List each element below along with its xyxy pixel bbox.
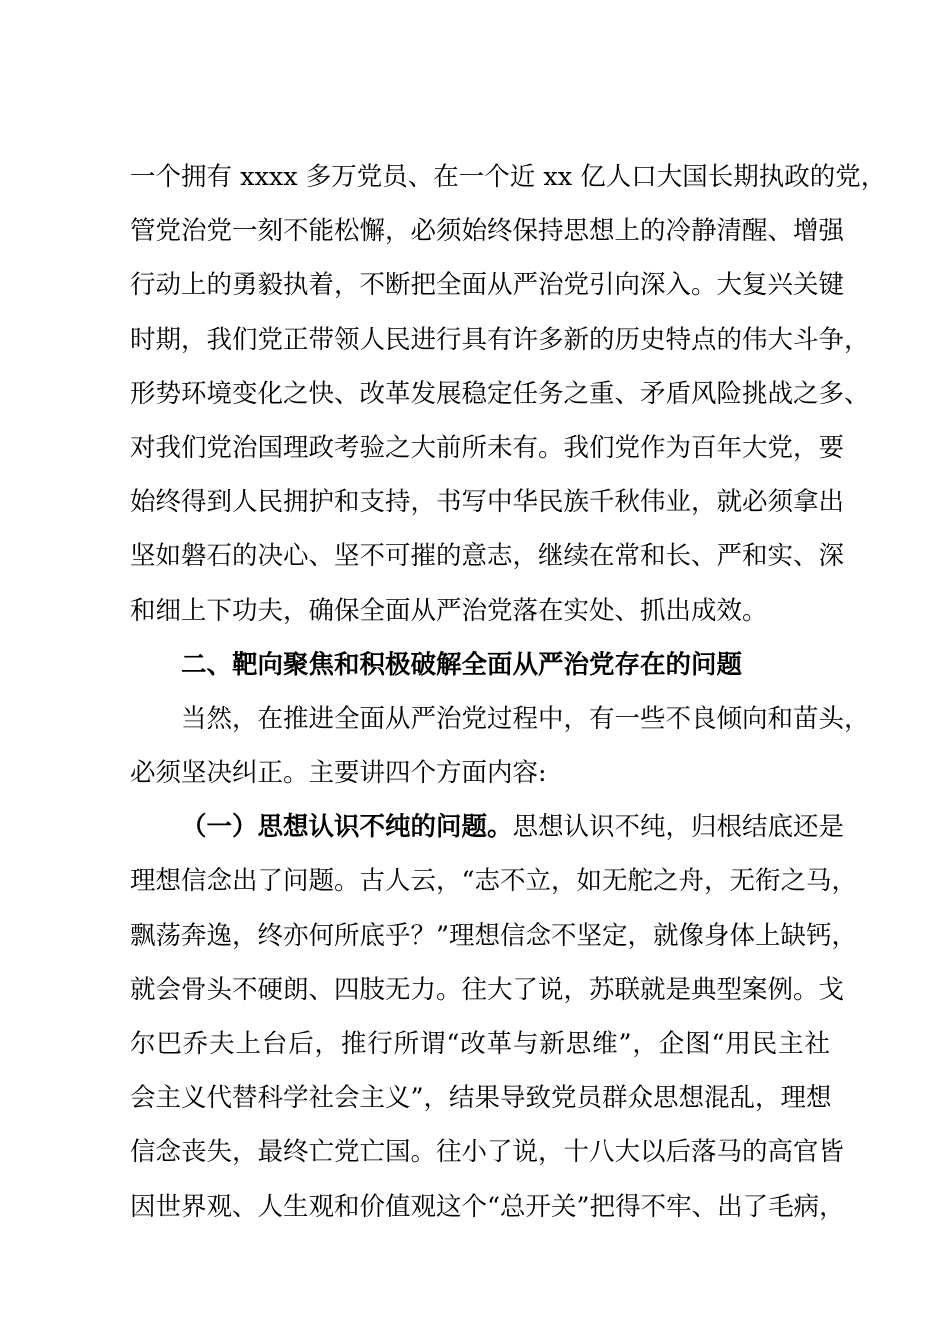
paragraph-1-line: 管党治党一刻不能松懈，必须始终保持思想上的冷静清醒、增强 [130,216,845,247]
paragraph-1-line: 始终得到人民拥护和支持，书写中华民族千秋伟业，就必须拿出 [130,487,845,518]
subsection-line: 因世界观、人生观和价值观这个“总开关”把得不牢、出了毛病， [130,1191,845,1222]
subsection-line: 飘荡奔逸，终亦何所底乎？”理想信念不坚定，就像身体上缺钙， [130,920,858,951]
paragraph-1-line: 一个拥有 xxxx 多万党员、在一个近 xx 亿人口大国长期执政的党， [130,162,887,192]
subsection-line: 就会骨头不硬朗、四肢无力。往大了说，苏联就是典型案例。戈 [130,974,845,1005]
paragraph-1-line: 对我们党治国理政考验之大前所未有。我们党作为百年大党，要 [130,432,845,463]
document-body [130,150,887,1234]
section-heading: 二、靶向聚焦和积极破解全面从严治党存在的问题 [181,649,743,680]
subsection-line: 尔巴乔夫上台后，推行所谓“改革与新思维”，企图“用民主社 [130,1029,830,1059]
paragraph-1-line: 形势环境变化之快、改革发展稳定任务之重、矛盾风险挑战之多、 [130,378,870,409]
paragraph-1-line: 和细上下功夫，确保全面从严治党落在实处、抓出成效。 [130,595,768,626]
subsection-heading: （一）思想认识不纯的问题。 [181,812,513,843]
subsection-line: 信念丧失，最终亡党亡国。往小了说，十八大以后落马的高官皆 [130,1137,845,1168]
subsection-first-line [130,800,845,854]
subsection-first-line-text: 思想认识不纯，归根结底还是 [512,812,845,843]
paragraph-1-line: 行动上的勇毅执着，不断把全面从严治党引向深入。大复兴关键 [130,270,845,301]
paragraph-1-line: 时期，我们党正带领人民进行具有许多新的历史特点的伟大斗争， [130,324,870,355]
paragraph-2-line: 必须坚决纠正。主要讲四个方面内容: [130,758,547,789]
subsection-line: 理想信念出了问题。古人云，“志不立，如无舵之舟，无衔之马， [130,866,858,897]
paragraph-1-line: 坚如磐石的决心、坚不可摧的意志，继续在常和长、严和实、深 [130,541,845,572]
subsection-line: 会主义代替科学社会主义”，结果导致党员群众思想混乱，理想 [130,1083,832,1114]
paragraph-2-line: 当然，在推进全面从严治党过程中，有一些不良倾向和苗头， [181,703,870,734]
